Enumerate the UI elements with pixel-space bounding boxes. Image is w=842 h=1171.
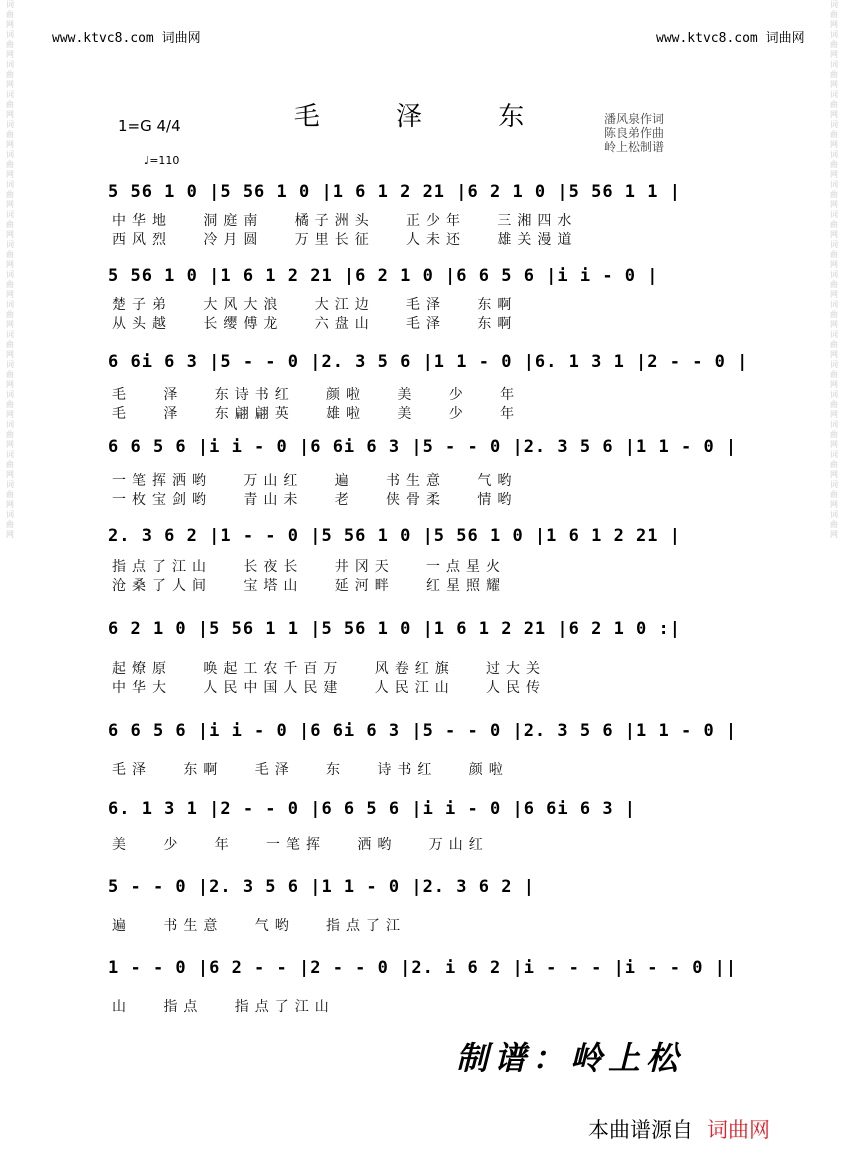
watermark-glyph: 网 [830,530,838,539]
notation-text: 6 6i 6 3 |5 - - 0 |2. 3 5 6 |1 1 - 0 |6. 1 3 1 |2 - - 0 | [108,352,749,372]
watermark-glyph: 词 [830,330,838,339]
notation-text: 6 2 1 0 |5 56 1 1 |5 56 1 0 |1 6 1 2 21 |6 2 1 0 :| [108,619,681,639]
watermark-glyph: 曲 [830,130,838,139]
watermark-glyph: 词 [6,90,14,99]
watermark-glyph: 曲 [830,250,838,259]
watermark-glyph: 曲 [830,370,838,379]
notation-row [108,437,748,465]
watermark-glyph: 曲 [830,280,838,289]
right-watermark-strip [826,0,842,1171]
source-prefix: 本曲谱源自 [588,1118,693,1142]
watermark-glyph: 网 [6,290,14,299]
watermark-glyph: 网 [6,80,14,89]
notation-text: 5 56 1 0 |1 6 1 2 21 |6 2 1 0 |6 6 5 6 |i i - 0 | [108,266,659,286]
source-brand-link[interactable]: 词曲网 [707,1118,770,1142]
watermark-glyph: 曲 [6,490,14,499]
notation-text: 6 6 5 6 |i i - 0 |6 6i 6 3 |5 - - 0 |2. 3 5 6 |1 1 - 0 | [108,721,738,741]
watermark-glyph: 网 [6,170,14,179]
lyric-line: 美 少 年 一笔挥 洒哟 万山红 [112,837,489,853]
watermark-glyph: 词 [830,390,838,399]
watermark-glyph: 网 [6,440,14,449]
watermark-glyph: 词 [6,420,14,429]
watermark-glyph: 曲 [6,310,14,319]
watermark-glyph: 曲 [830,460,838,469]
watermark-glyph: 网 [830,110,838,119]
watermark-glyph: 曲 [830,160,838,169]
watermark-glyph: 网 [6,200,14,209]
notation-text: 1 - - 0 |6 2 - - |2 - - 0 |2. i 6 2 |i - - - |i - - 0 || [108,958,738,978]
watermark-glyph: 网 [6,140,14,149]
watermark-glyph: 词 [830,60,838,69]
watermark-glyph: 曲 [830,520,838,529]
watermark-glyph: 词 [830,510,838,519]
lyric-line: 中华地 洞庭南 橘子洲头 正少年 三湘四水 [112,213,578,229]
watermark-glyph: 曲 [6,250,14,259]
watermark-glyph: 网 [6,320,14,329]
watermark-glyph: 网 [830,50,838,59]
watermark-glyph: 词 [6,210,14,219]
watermark-glyph: 曲 [830,220,838,229]
header-left-site[interactable]: www.ktvc8.com 词曲网 [52,31,201,46]
watermark-glyph: 曲 [6,160,14,169]
watermark-glyph: 词 [830,300,838,309]
watermark-glyph: 网 [830,440,838,449]
watermark-glyph: 网 [6,470,14,479]
watermark-glyph: 曲 [830,310,838,319]
watermark-glyph: 网 [830,140,838,149]
watermark-glyph: 曲 [830,340,838,349]
watermark-glyph: 曲 [6,280,14,289]
watermark-glyph: 词 [830,120,838,129]
watermark-glyph: 词 [830,30,838,39]
lyric-line: 指点了江山 长夜长 井冈天 一点星火 [112,559,507,575]
watermark-glyph: 曲 [830,10,838,19]
watermark-glyph: 网 [6,50,14,59]
tempo-marking: ♩=110 [144,154,180,167]
watermark-glyph: 词 [830,180,838,189]
source-credit [588,1114,770,1144]
lyric-line: 毛 泽 东翩翩英 雄啦 美 少 年 [112,406,521,422]
watermark-glyph: 网 [6,260,14,269]
header-right-site[interactable]: www.ktvc8.com 词曲网 [656,31,805,46]
lyric-line: 一笔挥洒哟 万山红 遍 书生意 气哟 [112,473,518,489]
watermark-glyph: 网 [6,350,14,359]
notation-row [108,799,748,827]
notation-text: 6. 1 3 1 |2 - - 0 |6 6 5 6 |i i - 0 |6 6i 6 3 | [108,799,637,819]
watermark-glyph: 曲 [830,400,838,409]
notation-row [108,619,748,647]
left-watermark-strip [2,0,18,1171]
watermark-glyph: 网 [830,170,838,179]
lyric-line: 从头越 长缨傅龙 六盘山 毛泽 东啊 [112,316,518,332]
watermark-glyph: 曲 [6,220,14,229]
watermark-glyph: 词 [6,270,14,279]
watermark-glyph: 曲 [6,400,14,409]
watermark-glyph: 词 [6,390,14,399]
composer-credit: 陈良弟作曲 [604,126,665,140]
watermark-glyph: 网 [830,470,838,479]
notation-text: 5 56 1 0 |5 56 1 0 |1 6 1 2 21 |6 2 1 0 |5 56 1 1 | [108,182,681,202]
lyric-line: 西风烈 冷月圆 万里长征 人未还 雄关漫道 [112,232,578,248]
lyric-line: 遍 书生意 气哟 指点了江 [112,918,407,934]
watermark-glyph: 词 [6,510,14,519]
watermark-glyph: 词 [830,0,838,9]
watermark-glyph: 网 [6,110,14,119]
watermark-glyph: 曲 [6,100,14,109]
watermark-glyph: 词 [830,150,838,159]
watermark-glyph: 词 [6,300,14,309]
watermark-glyph: 词 [830,450,838,459]
watermark-glyph: 网 [830,380,838,389]
watermark-glyph: 网 [830,20,838,29]
watermark-glyph: 词 [6,120,14,129]
watermark-glyph: 词 [830,240,838,249]
transcriber-signature: 制谱：岭上松 [456,1039,685,1077]
watermark-glyph: 词 [6,60,14,69]
watermark-glyph: 曲 [830,430,838,439]
watermark-glyph: 网 [830,80,838,89]
lyric-line: 山 指点 指点了江山 [112,999,335,1015]
watermark-glyph: 词 [6,240,14,249]
watermark-glyph: 曲 [6,370,14,379]
watermark-glyph: 网 [830,200,838,209]
watermark-glyph: 词 [830,270,838,279]
watermark-glyph: 网 [830,500,838,509]
watermark-glyph: 词 [830,480,838,489]
watermark-glyph: 曲 [6,340,14,349]
lyric-line: 起燎原 唤起工农千百万 风卷红旗 过大关 [112,661,547,677]
watermark-glyph: 网 [6,500,14,509]
notation-row [108,958,748,986]
lyric-line: 楚子弟 大风大浪 大江边 毛泽 东啊 [112,297,518,313]
song-title: 毛 泽 东 [293,102,559,132]
notation-row [108,526,748,554]
watermark-glyph: 词 [6,360,14,369]
lyric-line: 中华大 人民中国人民建 人民江山 人民传 [112,680,547,696]
watermark-glyph: 曲 [6,190,14,199]
watermark-glyph: 曲 [6,70,14,79]
watermark-glyph: 曲 [6,430,14,439]
watermark-glyph: 词 [6,450,14,459]
key-signature: 1=G 4/4 [118,117,181,135]
watermark-glyph: 网 [830,410,838,419]
watermark-glyph: 词 [830,90,838,99]
watermark-glyph: 曲 [6,130,14,139]
watermark-glyph: 词 [6,0,14,9]
lyric-line: 沧桑了人间 宝塔山 延河畔 红星照耀 [112,578,507,594]
watermark-glyph: 曲 [6,460,14,469]
watermark-glyph: 曲 [6,10,14,19]
watermark-glyph: 网 [830,230,838,239]
lyric-line: 毛泽 东啊 毛泽 东 诗书红 颜啦 [112,762,509,778]
watermark-glyph: 网 [830,290,838,299]
watermark-glyph: 词 [830,360,838,369]
watermark-glyph: 曲 [6,520,14,529]
watermark-glyph: 网 [6,380,14,389]
watermark-glyph: 网 [6,530,14,539]
notation-text: 6 6 5 6 |i i - 0 |6 6i 6 3 |5 - - 0 |2. 3 5 6 |1 1 - 0 | [108,437,738,457]
watermark-glyph: 曲 [830,490,838,499]
lyricist-credit: 潘风泉作词 [604,112,665,126]
notation-text: 5 - - 0 |2. 3 5 6 |1 1 - 0 |2. 3 6 2 | [108,877,535,897]
notation-row [108,877,748,905]
watermark-glyph: 词 [6,150,14,159]
watermark-glyph: 词 [6,480,14,489]
watermark-glyph: 词 [6,180,14,189]
watermark-glyph: 曲 [830,100,838,109]
notation-text: 2. 3 6 2 |1 - - 0 |5 56 1 0 |5 56 1 0 |1 6 1 2 21 | [108,526,681,546]
watermark-glyph: 曲 [6,40,14,49]
watermark-glyph: 网 [6,20,14,29]
notation-row [108,721,748,749]
watermark-glyph: 曲 [830,40,838,49]
watermark-glyph: 曲 [830,190,838,199]
watermark-glyph: 词 [830,210,838,219]
watermark-glyph: 网 [6,410,14,419]
watermark-glyph: 网 [830,260,838,269]
watermark-glyph: 网 [830,320,838,329]
lyric-line: 毛 泽 东诗书红 颜啦 美 少 年 [112,387,521,403]
watermark-glyph: 词 [830,420,838,429]
lyric-line: 一枚宝剑哟 青山未 老 侠骨柔 情哟 [112,492,518,508]
watermark-glyph: 词 [6,30,14,39]
watermark-glyph: 曲 [830,70,838,79]
notation-row [108,182,748,210]
watermark-glyph: 网 [6,230,14,239]
transcriber-credit: 岭上松制谱 [604,140,665,154]
watermark-glyph: 词 [6,330,14,339]
notation-row [108,352,748,380]
watermark-glyph: 网 [830,350,838,359]
credits [604,112,664,154]
notation-row [108,266,748,294]
